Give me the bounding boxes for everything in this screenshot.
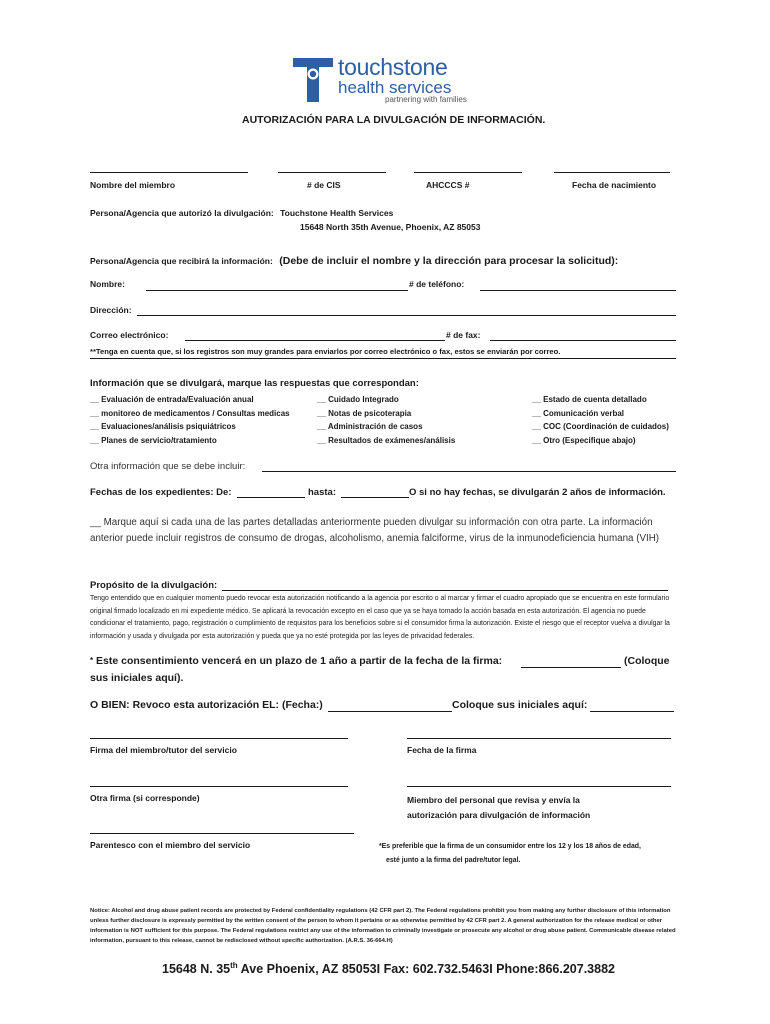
info-column-1	[90, 393, 290, 447]
expiration-date-line[interactable]	[521, 667, 621, 668]
expiration-star: *	[90, 656, 94, 665]
other-signature-line[interactable]	[90, 786, 348, 787]
touchstone-logo-icon	[293, 58, 333, 102]
receiving-agency-note: (Debe de incluir el nombre y la dirección para procesar la solicitud):	[279, 255, 619, 267]
logo-tagline: partnering with families	[385, 95, 467, 104]
info-column-3	[532, 393, 669, 447]
info-option[interactable]: __ Otro (Especifique abajo)	[532, 435, 636, 445]
info-section-heading: Información que se divulgará, marque las respuestas que correspondan:	[90, 378, 419, 389]
fax-input-line[interactable]	[490, 340, 676, 341]
authorizing-agency	[90, 208, 393, 218]
initials-label-part1: (Coloque	[624, 655, 670, 667]
info-option[interactable]: __ Notas de psicoterapia	[317, 408, 412, 418]
expiration-text: Este consentimiento vencerá en un plazo de 1 año a partir de la fecha de la firma:	[96, 655, 503, 667]
cis-label: # de CIS	[307, 180, 341, 190]
email-input-line[interactable]	[185, 340, 445, 341]
redisclosure-paragraph: __ Marque aquí si cada una de las partes detalladas anteriormente pueden divulgar su información con otra parte. La información anterior puede incluir registros de consumo de drogas, alcoholismo, anemia falciforme, virus de la inmunodeficiencia humana (VIH)	[90, 517, 660, 544]
info-option[interactable]: __ Estado de cuenta detallado	[532, 395, 647, 404]
info-option[interactable]: __ Comunicación verbal	[532, 408, 625, 418]
large-records-note: **Tenga en cuenta que, si los registros son muy grandes para enviarlos por correo electrónico o fax, estos se enviarán por correo.	[90, 347, 561, 356]
info-column-2	[317, 393, 455, 447]
authorizing-agency-address: 15648 North 35th Avenue, Phoenix, AZ 85053	[300, 222, 481, 232]
footer-address-suffix: Ave Phoenix, AZ 85053I Fax: 602.732.5463I Phone:866.207.3882	[237, 962, 615, 977]
info-option[interactable]: __ COC (Coordinación de cuidados)	[532, 422, 669, 431]
dates-from-input-line[interactable]	[237, 497, 305, 498]
fax-label: # de fax:	[446, 330, 481, 340]
info-option[interactable]: __ Evaluación de entrada/Evaluación anual	[90, 395, 254, 404]
receiving-agency-label: Persona/Agencia que recibirá la información:	[90, 256, 273, 266]
purpose-input-line[interactable]	[222, 590, 668, 591]
relationship-line[interactable]	[90, 833, 354, 834]
dates-to-input-line[interactable]	[341, 497, 409, 498]
revoke-label: O BIEN: Revoco esta autorización EL: (Fecha:)	[90, 699, 323, 711]
info-option[interactable]: __ Cuidado Integrado	[317, 395, 399, 404]
staff-label-line1: Miembro del personal que revisa y envía la	[407, 795, 580, 805]
dates-to-label: hasta:	[308, 487, 336, 498]
ahcccs-label: AHCCCS #	[426, 180, 470, 190]
birth-date-label: Fecha de nacimiento	[572, 180, 657, 190]
age-note	[379, 840, 641, 868]
initials-label-part2: sus iniciales aquí).	[90, 672, 184, 684]
purpose-label: Propósito de la divulgación:	[90, 580, 218, 591]
staff-signature-label	[407, 793, 590, 823]
expiration-statement	[90, 655, 502, 667]
receiving-agency	[90, 251, 618, 269]
age-note-line2: esté junto a la firma del padre/tutor legal.	[386, 857, 521, 864]
divider	[90, 358, 676, 359]
phone-label: # de teléfono:	[409, 279, 465, 289]
footer-contact	[162, 961, 615, 976]
revoke-initials-line[interactable]	[590, 711, 674, 712]
other-signature-label: Otra firma (si corresponde)	[90, 793, 200, 803]
info-option[interactable]: __ Resultados de exámenes/análisis	[317, 435, 456, 445]
info-option[interactable]: __ Administración de casos	[317, 422, 423, 431]
phone-input-line[interactable]	[480, 290, 676, 291]
logo-name-line2: health services	[338, 78, 452, 97]
other-info-input-line[interactable]	[262, 471, 676, 472]
confidentiality-notice: Notice: Alcohol and drug abuse patient records are protected by Federal confidentiality regulations (42 CFR part 2). The Federal regulations prohibit you from making any further disclosure of this information unless further disclosure is expressly permitted by the written consent of the person to whom it pertains or as otherwise permitted by 42 CFR part 2. A general authorization for the release medical or other information is NOT sufficient for this purpose. The Federal regulations restrict any use of the information to criminally investigate or prosecute any alcohol or drug abuse patient. Communicable disease related information, pursuant to this release, cannot be redisclosed without specific authorization. (A.R.S. 36-664.H)	[90, 908, 676, 944]
staff-label-line2: autorización para divulgación de información	[407, 810, 591, 820]
footer-address-prefix: 15648 N. 35	[162, 962, 231, 977]
info-option[interactable]: __ Planes de servicio/tratamiento	[90, 435, 217, 445]
email-label: Correo electrónico:	[90, 330, 169, 340]
dates-default-note: O si no hay fechas, se divulgarán 2 años de información.	[409, 487, 666, 498]
dates-from-label: Fechas de los expedientes: De:	[90, 487, 232, 498]
birth-date-line[interactable]	[554, 172, 670, 173]
signature-date-label: Fecha de la firma	[407, 745, 477, 755]
page-title: AUTORIZACIÓN PARA LA DIVULGACIÓN DE INFORMACIÓN.	[242, 114, 546, 126]
address-input-line[interactable]	[137, 315, 676, 316]
info-option[interactable]: __ monitoreo de medicamentos / Consultas medicas	[90, 408, 290, 418]
cis-line[interactable]	[278, 172, 386, 173]
authorizing-agency-label: Persona/Agencia que autorizó la divulgación:	[90, 208, 274, 218]
age-note-line1: *Es preferible que la firma de un consumidor entre los 12 y los 18 años de edad,	[379, 843, 641, 850]
revoke-initials-label: Coloque sus iniciales aquí:	[452, 699, 588, 711]
other-info-label: Otra información que se debe incluir:	[90, 461, 246, 472]
revoke-date-line[interactable]	[328, 711, 452, 712]
member-signature-line[interactable]	[90, 738, 348, 739]
ahcccs-line[interactable]	[414, 172, 522, 173]
name-input-line[interactable]	[146, 290, 408, 291]
address-label: Dirección:	[90, 305, 132, 315]
revocation-paragraph: Tengo entendido que en cualquier momento puedo revocar esta autorización notificando a la agencia por escrito o al marcar y firmar el cuadro apropiado que se encuentra en este formulario original firmado localizado en mi expediente médico. Se aplicará la revocación excepto en el caso que ya se haya tomado la acción basada en esta autorización. El agencia no puede condicionar el tratamiento, pago, registración o cumplimiento de requisitos para los beneficios sobre si el consumidor firma la autorización. Existe el riesgo que el receptor vuelva a divulgar la información y usada y divulgada por esta autorización y pueda que ya no esté protegida por las leyes de privacidad federales.	[90, 595, 670, 640]
signature-date-line[interactable]	[407, 738, 671, 739]
member-name-label: Nombre del miembro	[90, 180, 176, 190]
member-signature-label: Firma del miembro/tutor del servicio	[90, 745, 237, 755]
staff-signature-line[interactable]	[407, 786, 671, 787]
member-name-line[interactable]	[90, 172, 248, 173]
relationship-label: Parentesco con el miembro del servicio	[90, 840, 251, 850]
name-label: Nombre:	[90, 279, 125, 289]
info-option[interactable]: __ Evaluaciones/análisis psiquiátricos	[90, 422, 236, 431]
authorizing-agency-value: Touchstone Health Services	[280, 208, 394, 218]
logo-name-line1: touchstone	[338, 54, 448, 80]
footer-address-sup: th	[230, 961, 238, 970]
